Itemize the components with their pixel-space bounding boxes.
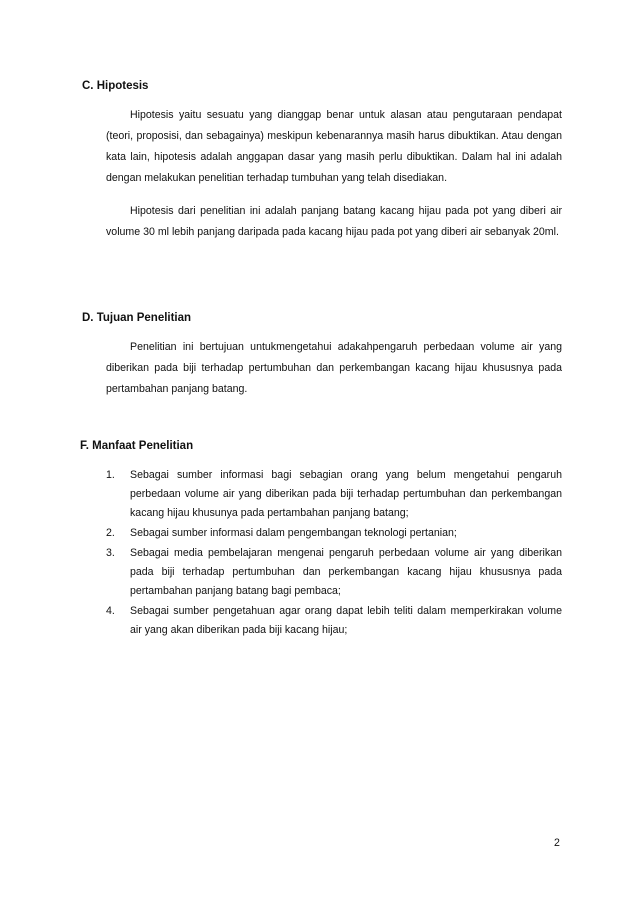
- section-manfaat-penelitian: [80, 438, 560, 641]
- section-body: [106, 105, 562, 243]
- list-text: Sebagai sumber informasi dalam pengembangan teknologi pertanian;: [130, 527, 457, 539]
- benefit-list: [106, 466, 562, 640]
- list-number: 2.: [106, 527, 115, 539]
- section-heading: F. Manfaat Penelitian: [80, 440, 194, 452]
- section-heading: D. Tujuan Penelitian: [82, 312, 192, 324]
- section-hipotesis: [82, 78, 562, 243]
- paragraph: Penelitian ini bertujuan untukmengetahui adakahpengaruh perbedaan volume air yang diberikan pada biji terhadap pertumbuhan dan perkembangan kacang hijau khususnya pada pertambahan panjang batang.: [106, 341, 562, 395]
- list-item: [106, 524, 562, 543]
- list-text: Sebagai media pembelajaran mengenai pengaruh perbedaan volume air yang diberikan pada biji terhadap pertumbuhan dan perkembangan kacang hijau khususnya pada pertambahan panjang batang bagi pembaca;: [130, 547, 562, 597]
- list-text: Sebagai sumber pengetahuan agar orang dapat lebih teliti dalam memperkirakan volume air yang akan diberikan pada biji kacang hijau;: [130, 605, 562, 636]
- section-tujuan-penelitian: [82, 310, 562, 400]
- paragraph: Hipotesis yaitu sesuatu yang dianggap benar untuk alasan atau pengutaraan pendapat (teori, proposisi, dan sebagainya) meskipun kebenarannya masih harus dibuktikan. Atau dengan kata lain, hipotesis adalah anggapan dasar yang masih perlu dibuktikan. Dalam hal ini adalah dengan melakukan penelitian terhadap tumbuhan yang telah disediakan.: [106, 109, 562, 184]
- list-number: 3.: [106, 547, 115, 559]
- list-number: 4.: [106, 605, 115, 617]
- list-text: Sebagai sumber informasi bagi sebagian orang yang belum mengetahui pengaruh perbedaan volume air yang diberikan pada biji terhadap pertumbuhan dan perkembangan kacang hijau khusunya pada pertambahan panjang batang;: [130, 469, 562, 519]
- page-number: 2: [554, 837, 560, 849]
- section-body: [106, 337, 562, 400]
- section-heading: C. Hipotesis: [82, 80, 149, 92]
- section-body: [106, 466, 562, 640]
- list-item: [106, 602, 562, 640]
- list-number: 1.: [106, 469, 115, 481]
- list-item: [106, 544, 562, 601]
- paragraph: Hipotesis dari penelitian ini adalah panjang batang kacang hijau pada pot yang diberi air volume 30 ml lebih panjang daripada pada kacang hijau pada pot yang diberi air sebanyak 20ml.: [106, 205, 562, 238]
- list-item: [106, 466, 562, 523]
